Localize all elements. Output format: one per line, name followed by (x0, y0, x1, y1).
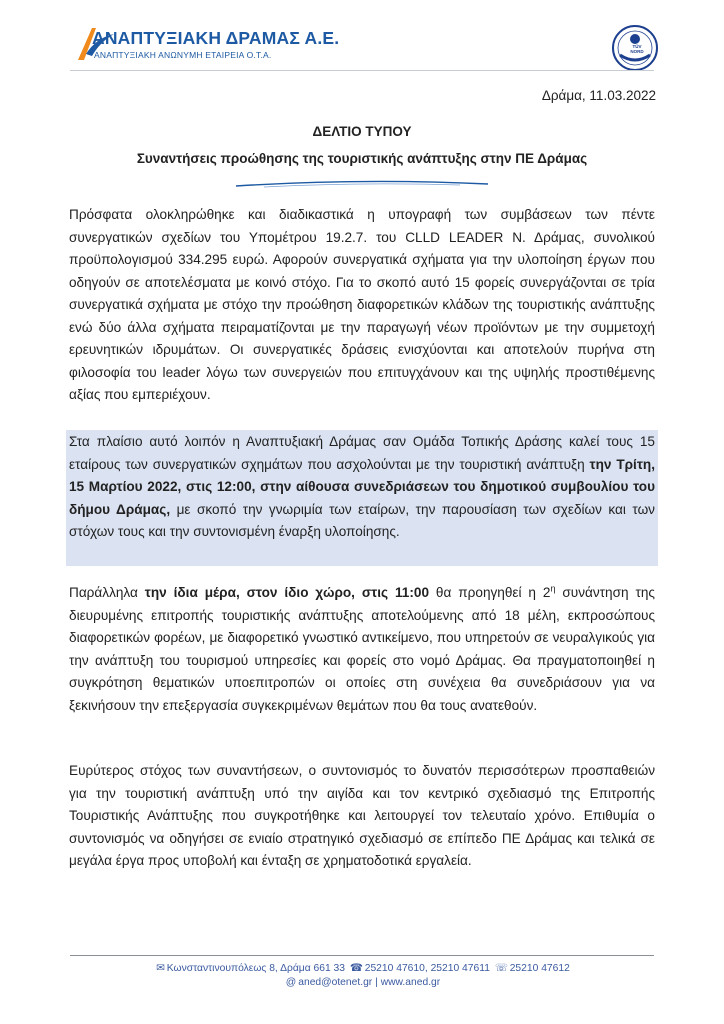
paragraph-2-text-a: Στα πλαίσιο αυτό λοιπόν η Αναπτυξιακή Δράμας σαν Ομάδα Τοπικής Δράσης καλεί τους 15 εταίρους των συνεργατικών σχημάτων που ασχολούνται με την τουριστική ανάπτυξη (69, 434, 655, 472)
fax-icon: ☏ (494, 963, 508, 974)
envelope-icon: ✉ (156, 963, 165, 974)
email-icon: @ (285, 977, 297, 988)
document-subtitle: Συναντήσεις προώθησης της τουριστικής ανάπτυξης στην ΠΕ Δράμας (136, 151, 588, 166)
header-divider (70, 70, 654, 71)
document-date: Δράμα, 11.03.2022 (541, 88, 656, 103)
footer-website[interactable]: www.aned.gr (380, 977, 441, 988)
company-name: ΑΝΑΠΤΥΞΙΑΚΗ ΔΡΑΜΑΣ Α.Ε. (92, 28, 340, 48)
company-subtitle: ΑΝΑΠΤΥΞΙΑΚΗ ΑΝΩΝΥΜΗ ΕΤΑΙΡΕΙΑ Ο.Τ.Α. (94, 50, 272, 60)
paragraph-4: Ευρύτερος στόχος των συναντήσεων, ο συντονισμός το δυνατόν περισσότερων προσπαθειών για την τουριστική ανάπτυξη υπό την αιγίδα και τον κεντρικό σχεδιασμό της Επιτροπής Τουριστικής Ανάπτυξης που συγκροτήθηκε και λειτουργεί τον τελευταίο χρόνο. Επιθυμία ο συντονισμός να οδηγήσει σε ενιαίο στρατηγικό σχεδιασμό σε επίπεδο ΠΕ Δράμας και τελικά σε μεγάλα έργα προς υποβολή και ένταξη σε χρηματοδοτικά εργαλεία. (69, 763, 655, 868)
footer-divider (70, 955, 654, 956)
paragraph-3 (69, 582, 655, 717)
paragraph-3-text-a: Παράλληλα (69, 585, 145, 600)
footer-separator: | (375, 977, 378, 988)
certification-label: TÜV NORD (630, 44, 644, 54)
paragraph-3-text-c: θα προηγηθεί η 2 (429, 585, 551, 600)
paragraph-3-superscript: η (550, 583, 556, 594)
phone-icon: ☎ (349, 963, 363, 974)
footer-email[interactable]: aned@otenet.gr (298, 977, 373, 988)
paragraph-2-bold: την Τρίτη, 15 Μαρτίου 2022, στις 12:00, στην αίθουσα συνεδριάσεων του δημοτικού συμβουλίου του δήμου Δράμας, (69, 456, 655, 517)
decorative-divider (234, 177, 490, 191)
footer-phones: 25210 47610, 25210 47611 (364, 963, 490, 974)
paragraph-1: Πρόσφατα ολοκληρώθηκε και διαδικαστικά η υπογραφή των συμβάσεων των πέντε συνεργατικών σχεδίων του Υπομέτρου 19.2.7. του CLLD LEADER Ν. Δράμας, συνολικού προϋπολογισμού 334.295 ευρώ. Αφορούν συνεργατικά σχήματα για την υλοποίηση έργων που οδηγούν σε αποτελέσματα με κοινό στόχο. Για το σκοπό αυτό 15 φορείς συνεργάζονται σε τρία συνεργατικά σχήματα με στόχο την προώθηση διαφορετικών κλάδων της τουριστικής ανάπτυξης ενώ δύο άλλα σχήματα πειραματίζονται με την παραγωγή νέων προϊόντων με την συμμετοχή ερευνητικών ιδρυμάτων. Οι συνεργατικές δράσεις ενισχύονται και αποτελούν πυρήνα στη φιλοσοφία του leader λόγω των συνεργειών που επιτυγχάνουν και της υψηλής προστιθέμενης αξίας που εμπεριέχουν. (69, 207, 655, 402)
footer-web-line (0, 977, 724, 988)
document-type: ΔΕΛΤΙΟ ΤΥΠΟΥ (312, 124, 412, 139)
footer-address: Κωνσταντινουπόλεως 8, Δράμα 661 33 (166, 963, 346, 974)
paragraph-3-text-d: συνάντηση της διευρυμένης επιτροπής τουριστικής ανάπτυξης αποτελούμενης από 18 μέλη, εκπροσώπους διαφορετικών φορέων, με διαφορετικό γνωστικό αντικείμενο, που υπηρετούν σε νευραλγικούς για την ανάπτυξη του τουρισμού υπηρεσίες και φορείς στο νομό Δράμας. Θα πραγματοποιηθεί η συγκρότηση θεματικών υποεπιτροπών οι οποίες στη συνέχεια θα συνεδριάσουν για να ξεκινήσουν την επεξεργασία συγκεκριμένων θεμάτων που θα τους ανατεθούν. (69, 585, 655, 713)
paragraph-3-bold: την ίδια μέρα, στον ίδιο χώρο, στις 11:00 (144, 585, 430, 600)
footer-fax: 25210 47612 (509, 963, 570, 974)
paragraph-2 (69, 431, 655, 544)
footer-contact-line (0, 962, 724, 974)
paragraph-2-text-c: με σκοπό την γνωριμία των εταίρων, την παρουσίαση των σχεδίων και των στόχων τους και την συντονισμένη έναρξη υλοποίησης. (69, 501, 655, 539)
